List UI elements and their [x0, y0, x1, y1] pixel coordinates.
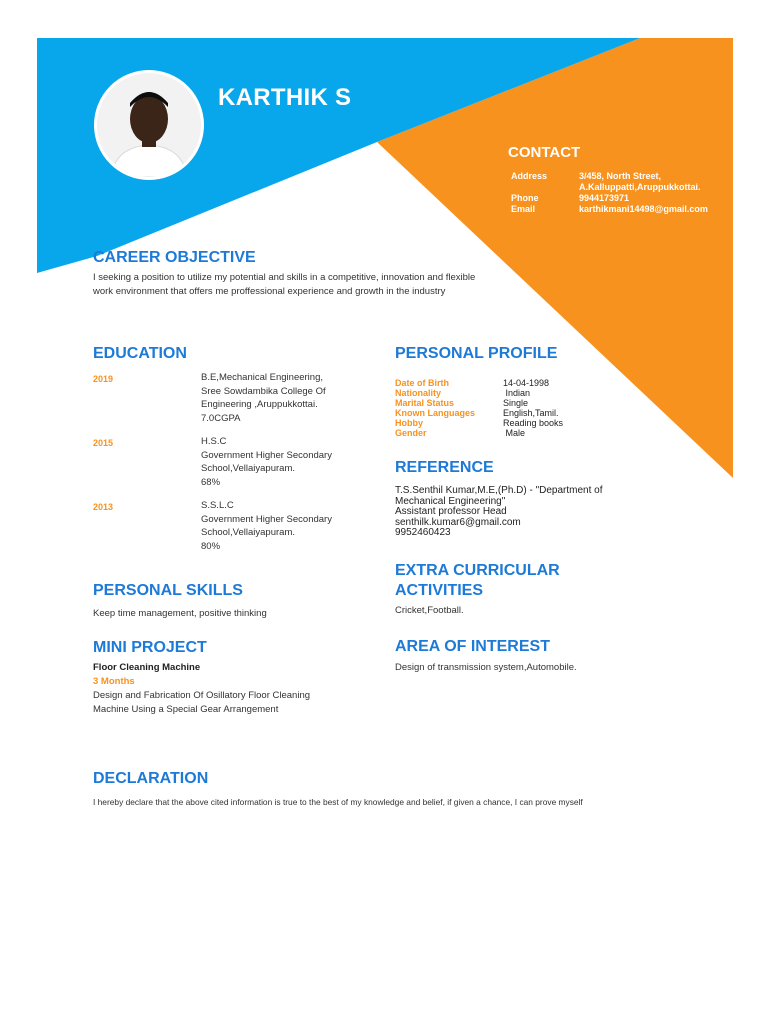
education-line: Sree Sowdambika College Of	[201, 385, 326, 397]
profile-photo	[94, 70, 204, 180]
education-entry	[201, 371, 351, 425]
profile-value: Male	[503, 428, 526, 438]
contact-label: Phone	[511, 193, 539, 203]
education-heading: EDUCATION	[93, 345, 187, 362]
project-duration: 3 Months	[93, 676, 135, 687]
reference-line: senthilk.kumar6@gmail.com	[395, 516, 521, 528]
education-year: 2013	[93, 502, 114, 512]
interest-heading: AREA OF INTEREST	[395, 638, 550, 655]
career-heading: CAREER OBJECTIVE	[93, 249, 256, 266]
contact-value: A.Kalluppatti,Aruppukkottai.	[579, 182, 701, 192]
profile-value: English,Tamil.	[503, 408, 559, 418]
profile-value: Indian	[503, 388, 531, 398]
extra-heading-line: EXTRA CURRICULAR	[395, 562, 560, 579]
profile-row	[395, 388, 635, 398]
reference-heading: REFERENCE	[395, 459, 494, 476]
education-line: H.S.C	[201, 436, 227, 447]
project-line: Machine Using a Special Gear Arrangement	[93, 704, 279, 715]
education-line: Engineering ,Aruppukkottai.	[201, 399, 318, 410]
education-line: 68%	[201, 476, 221, 488]
education-line: Government Higher Secondary	[201, 449, 332, 461]
profile-label: Gender	[395, 428, 427, 438]
project-heading: MINI PROJECT	[93, 639, 207, 656]
education-line: B.E,Mechanical Engineering,	[201, 372, 323, 383]
contact-row	[511, 182, 726, 193]
education-line: S.S.L.C	[201, 500, 234, 511]
reference-line: T.S.Senthil Kumar,M.E,(Ph.D) - "Department of	[395, 485, 603, 496]
profile-row	[395, 398, 635, 408]
profile-table	[395, 378, 635, 438]
reference-line: Assistant professor Head	[395, 506, 507, 517]
declaration-heading: DECLARATION	[93, 770, 209, 787]
profile-row	[395, 428, 635, 438]
profile-value: Single	[503, 398, 529, 408]
profile-value: 14-04-1998	[503, 378, 550, 388]
profile-label: Hobby	[395, 418, 423, 428]
reference-line: Mechanical Engineering"	[395, 495, 506, 507]
avatar-icon	[97, 73, 201, 177]
extra-heading	[395, 561, 560, 601]
project-line: Design and Fabrication Of Osillatory Floor Cleaning	[93, 690, 311, 701]
contact-value: 9944173971	[579, 193, 630, 203]
extra-heading-line: ACTIVITIES	[395, 582, 484, 599]
project-title: Floor Cleaning Machine	[93, 662, 201, 673]
education-year: 2019	[93, 374, 114, 384]
candidate-name: KARTHIK S	[218, 84, 352, 111]
reference-line: 9952460423	[395, 527, 451, 538]
resume-page	[37, 38, 733, 1024]
education-entry	[201, 499, 351, 553]
profile-row	[395, 378, 635, 388]
contact-value: 3/458, North Street,	[579, 171, 662, 181]
contact-row	[511, 204, 726, 215]
profile-row	[395, 408, 635, 418]
contact-label	[511, 182, 579, 193]
contact-block	[511, 171, 726, 215]
project-block	[93, 661, 383, 717]
education-line: School,Vellaiyapuram.	[201, 527, 295, 538]
declaration-text: I hereby declare that the above cited information is true to the best of my knowledge and belief, if given a chance, I can prove myself	[93, 797, 583, 807]
contact-row	[511, 193, 726, 204]
extra-text: Cricket,Football.	[395, 605, 464, 616]
reference-block	[395, 486, 635, 539]
profile-label: Date of Birth	[395, 378, 449, 388]
education-entry	[201, 435, 351, 489]
contact-row	[511, 171, 726, 182]
profile-value: Reading books	[503, 418, 564, 428]
education-line: 80%	[201, 540, 221, 552]
profile-row	[395, 418, 635, 428]
education-year: 2015	[93, 438, 114, 448]
skills-heading: PERSONAL SKILLS	[93, 582, 243, 599]
education-line: 7.0CGPA	[201, 412, 241, 424]
profile-label: Known Languages	[395, 408, 476, 418]
education-line: School,Vellaiyapuram.	[201, 463, 295, 474]
profile-heading: PERSONAL PROFILE	[395, 345, 558, 362]
profile-label: Nationality	[395, 388, 442, 398]
career-text: I seeking a position to utilize my potential and skills in a competitive, innovation and flexible work environment that offers me proffessional experience and growth in the industry	[93, 272, 476, 297]
interest-text: Design of transmission system,Automobile.	[395, 662, 577, 673]
profile-label: Marital Status	[395, 398, 455, 408]
contact-label: Email	[511, 204, 536, 214]
contact-value: karthikmani14498@gmail.com	[579, 204, 708, 214]
contact-heading: CONTACT	[508, 144, 581, 161]
contact-label: Address	[511, 171, 548, 181]
skills-text: Keep time management, positive thinking	[93, 608, 267, 619]
education-line: Government Higher Secondary	[201, 513, 332, 525]
